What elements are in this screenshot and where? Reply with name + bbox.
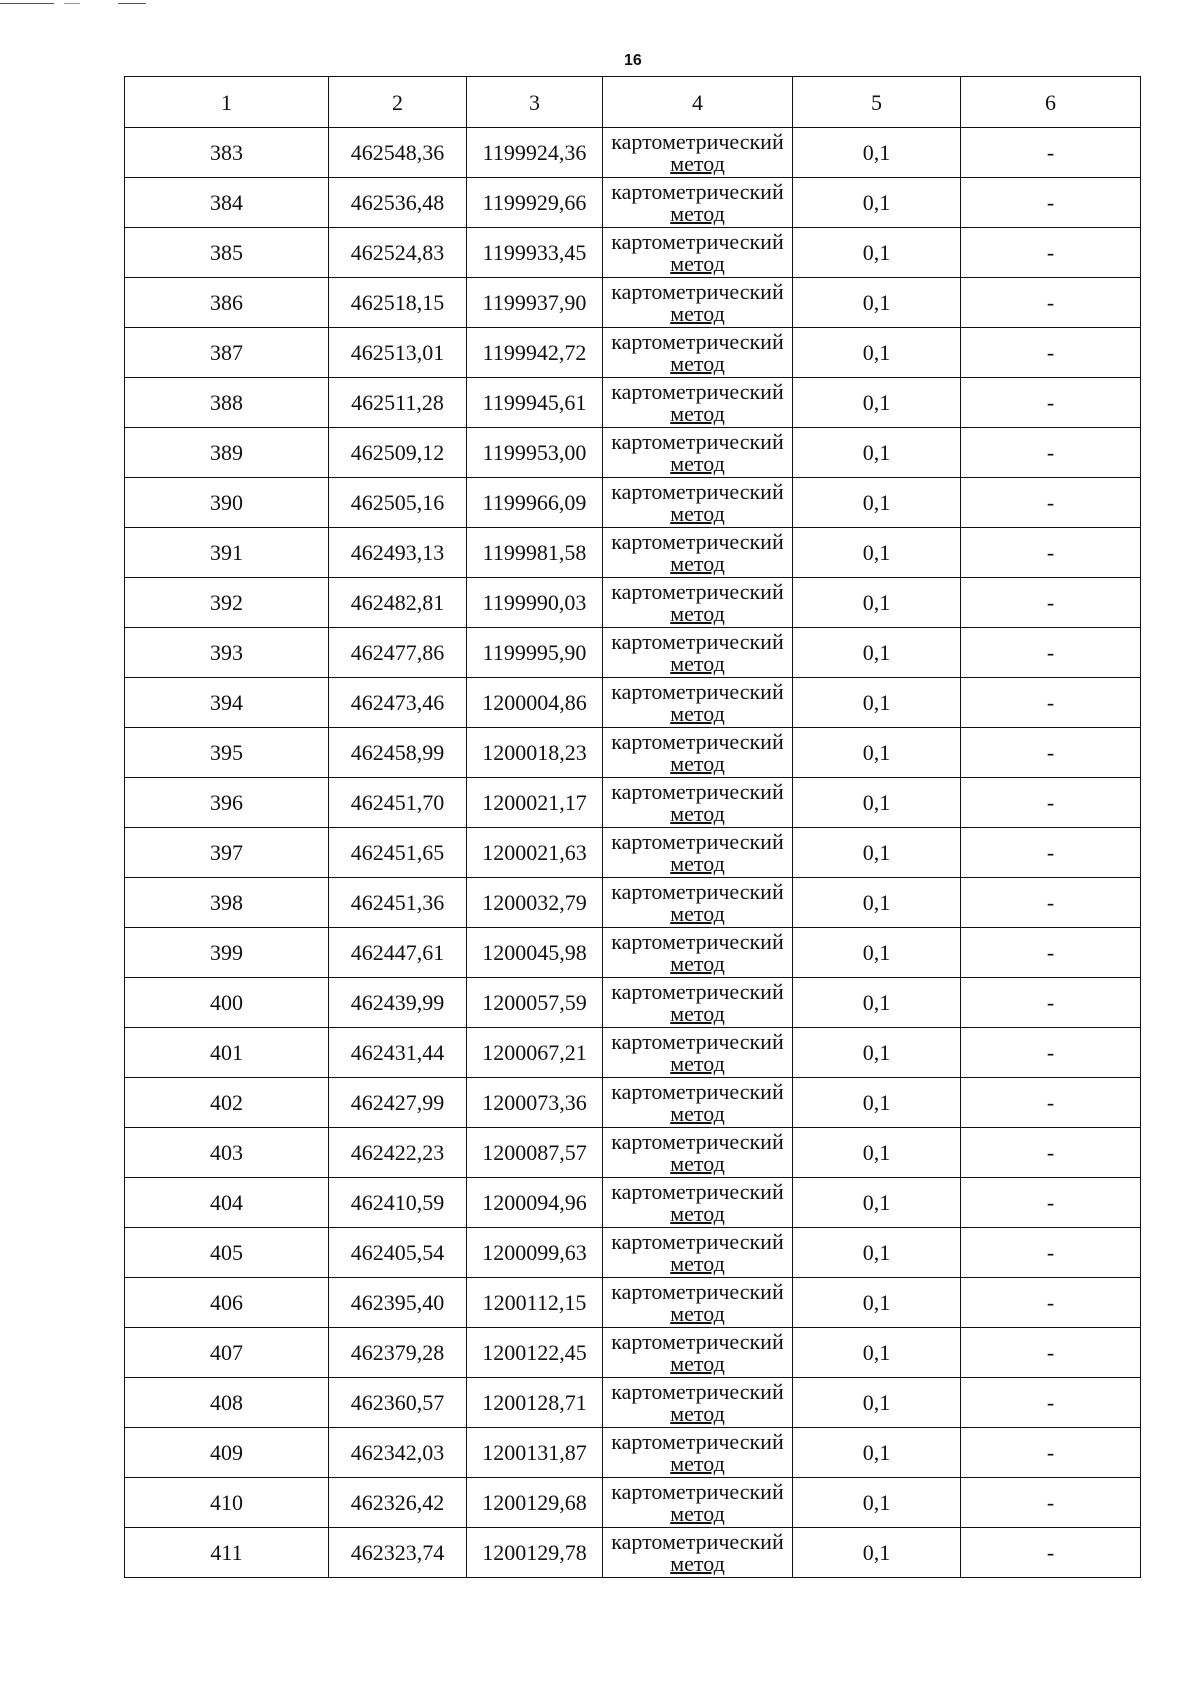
method-cell — [603, 628, 793, 678]
y-coordinate-cell: 1199953,00 — [467, 428, 603, 478]
method-line-2: метод — [670, 400, 725, 426]
accuracy-cell: 0,1 — [793, 178, 961, 228]
method-cell — [603, 1178, 793, 1228]
method-line-2: метод — [670, 1350, 725, 1376]
note-cell: - — [961, 478, 1141, 528]
x-coordinate-cell: 462395,40 — [329, 1278, 467, 1328]
table-row — [125, 1228, 1141, 1278]
y-coordinate-cell: 1200087,57 — [467, 1128, 603, 1178]
method-cell — [603, 1378, 793, 1428]
table-row — [125, 728, 1141, 778]
header-cell-1: 1 — [125, 77, 329, 128]
y-coordinate-cell: 1199929,66 — [467, 178, 603, 228]
note-cell: - — [961, 1528, 1141, 1578]
method-line-2: метод — [670, 1500, 725, 1526]
note-cell: - — [961, 1078, 1141, 1128]
scan-edge-mark — [64, 3, 80, 4]
method-line-2: метод — [670, 1100, 725, 1126]
point-number-cell: 383 — [125, 128, 329, 178]
method-cell — [603, 1528, 793, 1578]
table-row — [125, 1528, 1141, 1578]
method-cell — [603, 378, 793, 428]
method-cell — [603, 928, 793, 978]
method-cell — [603, 228, 793, 278]
method-line-2: метод — [670, 800, 725, 826]
scan-edge-mark — [118, 3, 146, 4]
method-line-2: метод — [670, 650, 725, 676]
note-cell: - — [961, 1378, 1141, 1428]
method-line-1: картометрический — [611, 628, 784, 654]
method-line-1: картометрический — [611, 1128, 784, 1154]
method-line-1: картометрический — [611, 328, 784, 354]
method-line-2: метод — [670, 1300, 725, 1326]
accuracy-cell: 0,1 — [793, 1478, 961, 1528]
x-coordinate-cell: 462451,36 — [329, 878, 467, 928]
x-coordinate-cell: 462431,44 — [329, 1028, 467, 1078]
x-coordinate-cell: 462379,28 — [329, 1328, 467, 1378]
point-number-cell: 402 — [125, 1078, 329, 1128]
x-coordinate-cell: 462518,15 — [329, 278, 467, 328]
y-coordinate-cell: 1200094,96 — [467, 1178, 603, 1228]
x-coordinate-cell: 462477,86 — [329, 628, 467, 678]
note-cell: - — [961, 1128, 1141, 1178]
x-coordinate-cell: 462505,16 — [329, 478, 467, 528]
method-cell — [603, 128, 793, 178]
accuracy-cell: 0,1 — [793, 1428, 961, 1478]
method-line-1: картометрический — [611, 378, 784, 404]
note-cell: - — [961, 778, 1141, 828]
method-line-2: метод — [670, 1250, 725, 1276]
accuracy-cell: 0,1 — [793, 828, 961, 878]
method-line-1: картометрический — [611, 678, 784, 704]
method-line-1: картометрический — [611, 1478, 784, 1504]
note-cell: - — [961, 328, 1141, 378]
accuracy-cell: 0,1 — [793, 328, 961, 378]
accuracy-cell: 0,1 — [793, 1128, 961, 1178]
table-row — [125, 1078, 1141, 1128]
point-number-cell: 411 — [125, 1528, 329, 1578]
note-cell: - — [961, 1178, 1141, 1228]
y-coordinate-cell: 1200032,79 — [467, 878, 603, 928]
accuracy-cell: 0,1 — [793, 778, 961, 828]
point-number-cell: 387 — [125, 328, 329, 378]
table-row — [125, 1378, 1141, 1428]
point-number-cell: 384 — [125, 178, 329, 228]
point-number-cell: 410 — [125, 1478, 329, 1528]
method-line-1: картометрический — [611, 1428, 784, 1454]
y-coordinate-cell: 1199981,58 — [467, 528, 603, 578]
table-row — [125, 228, 1141, 278]
table-row — [125, 428, 1141, 478]
point-number-cell: 398 — [125, 878, 329, 928]
accuracy-cell: 0,1 — [793, 1228, 961, 1278]
point-number-cell: 405 — [125, 1228, 329, 1278]
point-number-cell: 406 — [125, 1278, 329, 1328]
method-line-2: метод — [670, 1200, 725, 1226]
method-cell — [603, 678, 793, 728]
table-row — [125, 1278, 1141, 1328]
method-line-1: картометрический — [611, 578, 784, 604]
note-cell: - — [961, 428, 1141, 478]
method-cell — [603, 1278, 793, 1328]
point-number-cell: 388 — [125, 378, 329, 428]
method-line-2: метод — [670, 1450, 725, 1476]
point-number-cell: 399 — [125, 928, 329, 978]
point-number-cell: 390 — [125, 478, 329, 528]
accuracy-cell: 0,1 — [793, 1078, 961, 1128]
method-cell — [603, 528, 793, 578]
method-line-1: картометрический — [611, 1028, 784, 1054]
method-line-1: картометрический — [611, 128, 784, 154]
method-line-2: метод — [670, 200, 725, 226]
point-number-cell: 409 — [125, 1428, 329, 1478]
note-cell: - — [961, 928, 1141, 978]
method-cell — [603, 778, 793, 828]
method-line-2: метод — [670, 700, 725, 726]
method-cell — [603, 878, 793, 928]
accuracy-cell: 0,1 — [793, 228, 961, 278]
method-line-2: метод — [670, 900, 725, 926]
point-number-cell: 395 — [125, 728, 329, 778]
method-cell — [603, 1328, 793, 1378]
method-cell — [603, 478, 793, 528]
accuracy-cell: 0,1 — [793, 428, 961, 478]
method-cell — [603, 1478, 793, 1528]
table-row — [125, 1428, 1141, 1478]
method-line-2: метод — [670, 1050, 725, 1076]
method-line-1: картометрический — [611, 528, 784, 554]
y-coordinate-cell: 1200018,23 — [467, 728, 603, 778]
point-number-cell: 404 — [125, 1178, 329, 1228]
accuracy-cell: 0,1 — [793, 878, 961, 928]
method-line-1: картометрический — [611, 928, 784, 954]
scan-edge-mark — [0, 3, 54, 4]
header-row — [125, 77, 1141, 128]
method-line-1: картометрический — [611, 228, 784, 254]
method-line-2: метод — [670, 150, 725, 176]
header-cell-6: 6 — [961, 77, 1141, 128]
method-line-2: метод — [670, 950, 725, 976]
table-row — [125, 478, 1141, 528]
table-row — [125, 1128, 1141, 1178]
y-coordinate-cell: 1199942,72 — [467, 328, 603, 378]
y-coordinate-cell: 1200129,78 — [467, 1528, 603, 1578]
method-cell — [603, 578, 793, 628]
method-line-2: метод — [670, 350, 725, 376]
accuracy-cell: 0,1 — [793, 278, 961, 328]
x-coordinate-cell: 462482,81 — [329, 578, 467, 628]
note-cell: - — [961, 1278, 1141, 1328]
note-cell: - — [961, 178, 1141, 228]
y-coordinate-cell: 1199995,90 — [467, 628, 603, 678]
method-line-1: картометрический — [611, 428, 784, 454]
header-cell-4: 4 — [603, 77, 793, 128]
note-cell: - — [961, 378, 1141, 428]
accuracy-cell: 0,1 — [793, 528, 961, 578]
method-line-1: картометрический — [611, 278, 784, 304]
accuracy-cell: 0,1 — [793, 1378, 961, 1428]
note-cell: - — [961, 1428, 1141, 1478]
table-row — [125, 578, 1141, 628]
note-cell: - — [961, 1028, 1141, 1078]
accuracy-cell: 0,1 — [793, 378, 961, 428]
y-coordinate-cell: 1199933,45 — [467, 228, 603, 278]
y-coordinate-cell: 1200004,86 — [467, 678, 603, 728]
method-cell — [603, 1428, 793, 1478]
y-coordinate-cell: 1199945,61 — [467, 378, 603, 428]
method-line-1: картометрический — [611, 878, 784, 904]
method-line-2: метод — [670, 1150, 725, 1176]
note-cell: - — [961, 228, 1141, 278]
method-cell — [603, 1228, 793, 1278]
page-number: 16 — [624, 52, 642, 69]
table-row — [125, 978, 1141, 1028]
method-line-2: метод — [670, 500, 725, 526]
header-cell-3: 3 — [467, 77, 603, 128]
method-cell — [603, 728, 793, 778]
x-coordinate-cell: 462513,01 — [329, 328, 467, 378]
x-coordinate-cell: 462536,48 — [329, 178, 467, 228]
accuracy-cell: 0,1 — [793, 728, 961, 778]
table-row — [125, 628, 1141, 678]
method-line-2: метод — [670, 1000, 725, 1026]
method-line-2: метод — [670, 300, 725, 326]
x-coordinate-cell: 462439,99 — [329, 978, 467, 1028]
x-coordinate-cell: 462410,59 — [329, 1178, 467, 1228]
table-row — [125, 328, 1141, 378]
method-cell — [603, 1078, 793, 1128]
table-row — [125, 1328, 1141, 1378]
x-coordinate-cell: 462360,57 — [329, 1378, 467, 1428]
note-cell: - — [961, 278, 1141, 328]
method-line-1: картометрический — [611, 1528, 784, 1554]
method-line-2: метод — [670, 1550, 725, 1576]
y-coordinate-cell: 1200131,87 — [467, 1428, 603, 1478]
table-row — [125, 878, 1141, 928]
x-coordinate-cell: 462524,83 — [329, 228, 467, 278]
method-cell — [603, 978, 793, 1028]
point-number-cell: 393 — [125, 628, 329, 678]
accuracy-cell: 0,1 — [793, 1178, 961, 1228]
point-number-cell: 401 — [125, 1028, 329, 1078]
accuracy-cell: 0,1 — [793, 628, 961, 678]
method-line-2: метод — [670, 600, 725, 626]
coordinates-table — [124, 76, 1141, 1578]
table-row — [125, 378, 1141, 428]
x-coordinate-cell: 462548,36 — [329, 128, 467, 178]
method-cell — [603, 1028, 793, 1078]
note-cell: - — [961, 628, 1141, 678]
method-line-1: картометрический — [611, 1078, 784, 1104]
table-row — [125, 678, 1141, 728]
note-cell: - — [961, 828, 1141, 878]
x-coordinate-cell: 462342,03 — [329, 1428, 467, 1478]
accuracy-cell: 0,1 — [793, 1528, 961, 1578]
table-row — [125, 1028, 1141, 1078]
note-cell: - — [961, 1478, 1141, 1528]
method-line-1: картометрический — [611, 478, 784, 504]
x-coordinate-cell: 462493,13 — [329, 528, 467, 578]
method-cell — [603, 828, 793, 878]
x-coordinate-cell: 462458,99 — [329, 728, 467, 778]
x-coordinate-cell: 462447,61 — [329, 928, 467, 978]
x-coordinate-cell: 462326,42 — [329, 1478, 467, 1528]
method-line-1: картометрический — [611, 978, 784, 1004]
x-coordinate-cell: 462511,28 — [329, 378, 467, 428]
table-row — [125, 928, 1141, 978]
accuracy-cell: 0,1 — [793, 578, 961, 628]
method-line-1: картометрический — [611, 1278, 784, 1304]
note-cell: - — [961, 678, 1141, 728]
method-line-2: метод — [670, 550, 725, 576]
method-cell — [603, 1128, 793, 1178]
note-cell: - — [961, 1228, 1141, 1278]
method-line-2: метод — [670, 750, 725, 776]
point-number-cell: 385 — [125, 228, 329, 278]
method-line-2: метод — [670, 850, 725, 876]
method-line-1: картометрический — [611, 178, 784, 204]
header-cell-2: 2 — [329, 77, 467, 128]
note-cell: - — [961, 128, 1141, 178]
accuracy-cell: 0,1 — [793, 978, 961, 1028]
method-line-1: картометрический — [611, 728, 784, 754]
y-coordinate-cell: 1200129,68 — [467, 1478, 603, 1528]
note-cell: - — [961, 978, 1141, 1028]
table-row — [125, 1478, 1141, 1528]
note-cell: - — [961, 878, 1141, 928]
note-cell: - — [961, 1328, 1141, 1378]
y-coordinate-cell: 1200099,63 — [467, 1228, 603, 1278]
point-number-cell: 408 — [125, 1378, 329, 1428]
note-cell: - — [961, 728, 1141, 778]
table-row — [125, 778, 1141, 828]
header-cell-5: 5 — [793, 77, 961, 128]
method-cell — [603, 278, 793, 328]
x-coordinate-cell: 462473,46 — [329, 678, 467, 728]
y-coordinate-cell: 1200112,15 — [467, 1278, 603, 1328]
method-line-1: картометрический — [611, 778, 784, 804]
method-line-2: метод — [670, 1400, 725, 1426]
y-coordinate-cell: 1199924,36 — [467, 128, 603, 178]
note-cell: - — [961, 528, 1141, 578]
point-number-cell: 391 — [125, 528, 329, 578]
x-coordinate-cell: 462451,65 — [329, 828, 467, 878]
method-line-1: картометрический — [611, 1228, 784, 1254]
y-coordinate-cell: 1199966,09 — [467, 478, 603, 528]
x-coordinate-cell: 462509,12 — [329, 428, 467, 478]
y-coordinate-cell: 1200067,21 — [467, 1028, 603, 1078]
table-row — [125, 178, 1141, 228]
x-coordinate-cell: 462451,70 — [329, 778, 467, 828]
accuracy-cell: 0,1 — [793, 1328, 961, 1378]
method-line-1: картометрический — [611, 1378, 784, 1404]
table-row — [125, 128, 1141, 178]
y-coordinate-cell: 1200073,36 — [467, 1078, 603, 1128]
note-cell: - — [961, 578, 1141, 628]
point-number-cell: 397 — [125, 828, 329, 878]
y-coordinate-cell: 1200021,17 — [467, 778, 603, 828]
y-coordinate-cell: 1199990,03 — [467, 578, 603, 628]
table-row — [125, 528, 1141, 578]
y-coordinate-cell: 1200057,59 — [467, 978, 603, 1028]
table-row — [125, 1178, 1141, 1228]
y-coordinate-cell: 1200045,98 — [467, 928, 603, 978]
point-number-cell: 400 — [125, 978, 329, 1028]
y-coordinate-cell: 1200128,71 — [467, 1378, 603, 1428]
y-coordinate-cell: 1200122,45 — [467, 1328, 603, 1378]
point-number-cell: 392 — [125, 578, 329, 628]
table-row — [125, 828, 1141, 878]
accuracy-cell: 0,1 — [793, 928, 961, 978]
x-coordinate-cell: 462405,54 — [329, 1228, 467, 1278]
method-line-1: картометрический — [611, 828, 784, 854]
accuracy-cell: 0,1 — [793, 1028, 961, 1078]
point-number-cell: 394 — [125, 678, 329, 728]
method-cell — [603, 328, 793, 378]
y-coordinate-cell: 1200021,63 — [467, 828, 603, 878]
method-line-1: картометрический — [611, 1328, 784, 1354]
method-line-2: метод — [670, 450, 725, 476]
accuracy-cell: 0,1 — [793, 128, 961, 178]
accuracy-cell: 0,1 — [793, 478, 961, 528]
table-row — [125, 278, 1141, 328]
method-cell — [603, 178, 793, 228]
accuracy-cell: 0,1 — [793, 678, 961, 728]
method-cell — [603, 428, 793, 478]
x-coordinate-cell: 462422,23 — [329, 1128, 467, 1178]
accuracy-cell: 0,1 — [793, 1278, 961, 1328]
point-number-cell: 389 — [125, 428, 329, 478]
point-number-cell: 403 — [125, 1128, 329, 1178]
point-number-cell: 407 — [125, 1328, 329, 1378]
x-coordinate-cell: 462427,99 — [329, 1078, 467, 1128]
point-number-cell: 396 — [125, 778, 329, 828]
method-line-1: картометрический — [611, 1178, 784, 1204]
method-line-2: метод — [670, 250, 725, 276]
y-coordinate-cell: 1199937,90 — [467, 278, 603, 328]
point-number-cell: 386 — [125, 278, 329, 328]
x-coordinate-cell: 462323,74 — [329, 1528, 467, 1578]
